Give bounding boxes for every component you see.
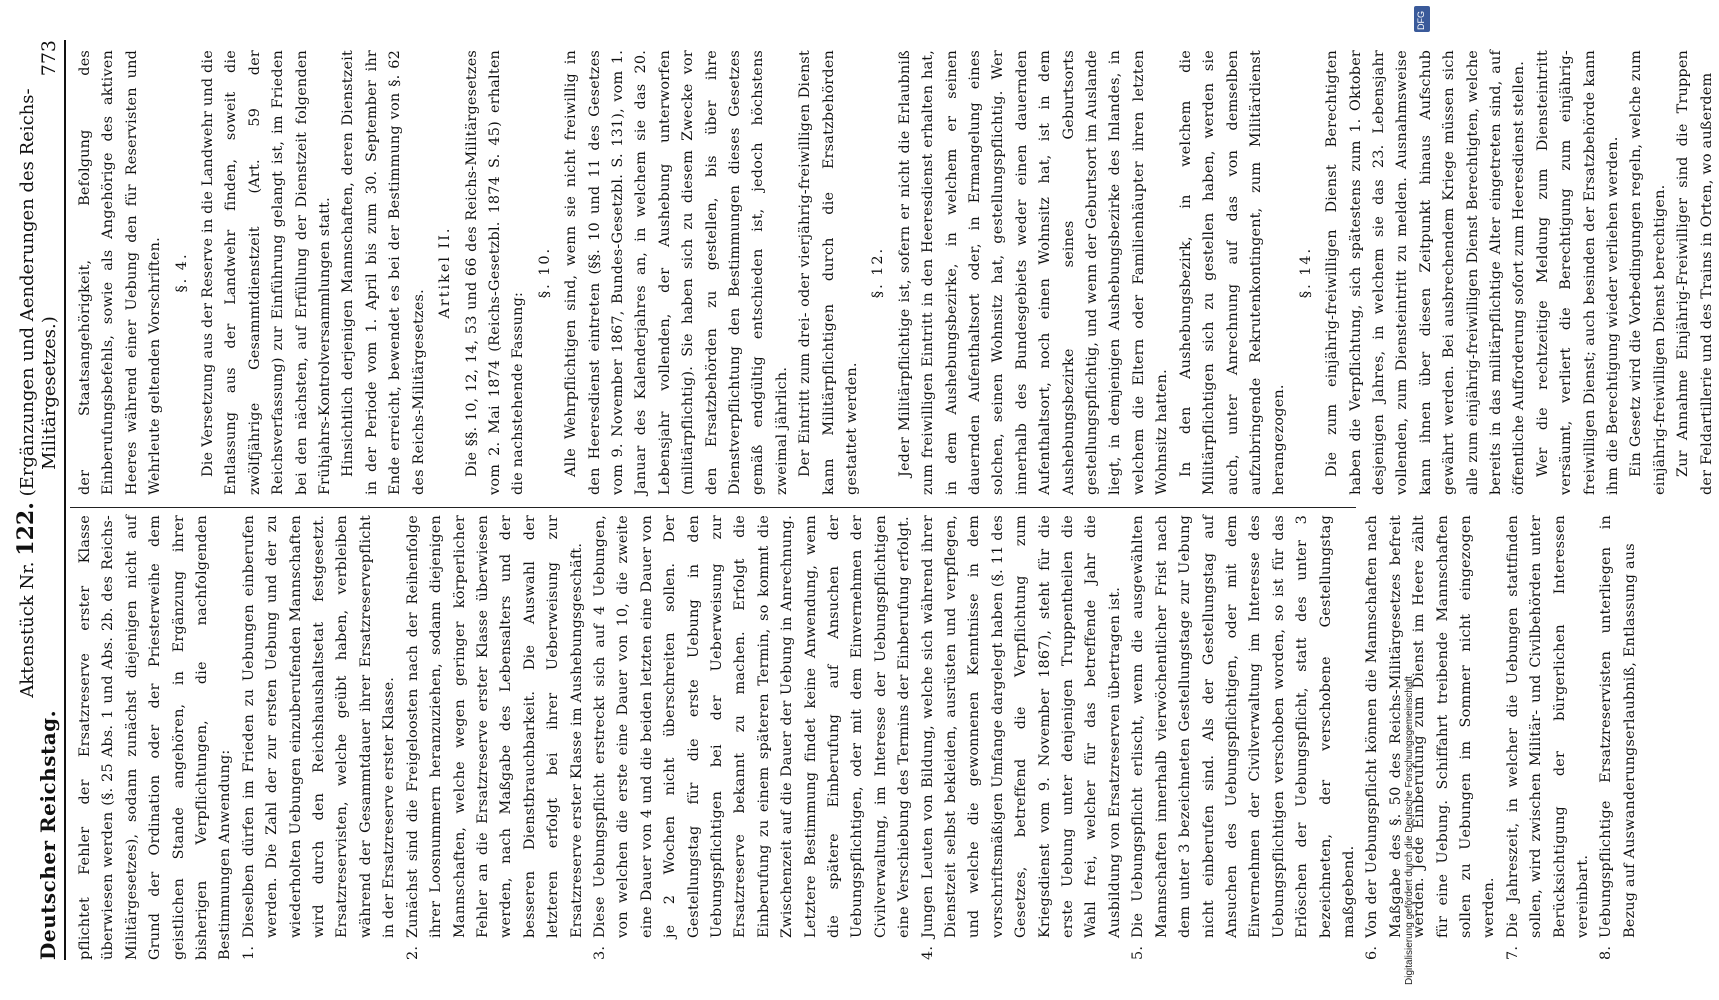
header-number: 122. [13, 502, 39, 556]
page-number: 773 [38, 40, 60, 77]
section-14-paragraph-1: Die zum einjährig-freiwilligen Dienst Berechtigten haben die Verpflichtung, sich spätestens zum 1. Oktober desjenigen Jahres, in welchem sie das 23. Lebensjahr vollenden, zum Diensteintritt zu melden. Ausnahmsweise kann ihnen über diesen Zeitpunkt hinaus Aufschub gewährt werden. Bei ausbrechendem Kriege müssen sich alle zum einjährig-freiwilligen Dienst Berechtigten, welche bereits in das militärpflichtige Alter eingetreten sind, auf öffentliche Aufforderung sofort zum Heeresdienst stellen. [1324, 50, 1528, 495]
article-heading: Artikel II. [437, 226, 454, 319]
column-divider [70, 507, 1356, 508]
section-heading-14: §. 14. [1297, 246, 1314, 299]
item-text: Jungen Leuten von Bildung, welche sich während ihrer Dienstzeit selbst bekleiden, ausrüsten und verpflegen, und welche die gewonnenen Kenntnisse in dem vorschriftsmäßigen Umfange dargelegt haben (§. 11 des Gesetzes, betreffend die Verpflichtung zum Kriegsdienst vom 9. November 1867), steht für die erste Uebung unter denjenigen Truppentheilen die Wahl frei, welcher für das betreffende Jahr die Ausbildung von Ersatzreserven übertragen ist. [919, 515, 1123, 938]
list-item [1127, 515, 1361, 960]
right-column [74, 50, 1719, 495]
list-item [1502, 515, 1596, 960]
page-header [13, 40, 66, 960]
digitization-note-text: Digitalisierung gefördert durch die Deutsche Forschungsgemeinschaft [1404, 675, 1415, 985]
section-12-paragraph-2: In den Aushebungsbezirk, in welchem die Militärpflichtigen sich zu gestellen haben, werden sie auch, unter Anrechnung auf das von demselben aufzubringende Rekrutenkontingent, zum Militärdienst herangezogen. [1177, 50, 1288, 495]
article-paragraph: Die §§. 10, 12, 14, 53 und 66 des Reichs-Militärgesetzes vom 2. Mai 1874 (Reichs-Gesetzbl. 1874 S. 45) erhalten die nachstehende Fassung: [463, 50, 527, 495]
item-number: 6. [1364, 945, 1381, 960]
section-4-paragraph-2: Hinsichtlich derjenigen Mannschaften, deren Dienstzeit in der Periode vom 1. April bis zum 30. September ihr Ende erreicht, bewendet es bei der Bestimmung von §. 62 des Reichs-Militärgesetzes. [340, 50, 427, 495]
item-number: 5. [1130, 945, 1147, 960]
item-text: Dieselben dürfen im Frieden zu Uebungen einberufen werden. Die Zahl der zur ersten Uebung und der zu wiederholten Uebungen einzuberufenden Mannschaften wird durch den Reichshaushaltsetat festgesetzt. Ersatzreservisten, welche geübt haben, verbleiben während der Gesammtdauer ihrer Ersatzreservepflicht in der Ersatzreserve erster Klasse. [240, 515, 398, 938]
section-10-paragraph-2: Der Eintritt zum drei- oder vierjährig-freiwilligen Dienst kann Militärpflichtigen durch die Ersatzbehörden gestattet werden. [797, 50, 860, 495]
list-item [1361, 515, 1501, 960]
right-intro: der Staatsangehörigkeit, Befolgung des Einberufungsbefehls, sowie als Angehörige des aktiven Heeres während einer Uebung den für Reservisten und Wehrleute geltenden Vorschriften. [77, 50, 164, 495]
left-intro: pflichtet Fehler der Ersatzreserve erster Klasse überwiesen werden (§. 25 Abs. 1 und Abs. 2b. des Reichs-Militärgesetzes), sodann zunächst diejenigen nicht auf Grund der Ordination oder der Priesterweihe dem geistlichen Stande angehören, in Ergänzung ihrer bisherigen Verpflichtungen, die nachfolgenden Bestimmungen Anwendung: [77, 515, 234, 960]
header-suffix: (Ergänzungen und Aenderungen des Reichs-Militärgesetzes.) [17, 88, 60, 497]
left-column [74, 515, 1642, 960]
section-heading-10: §. 10. [536, 246, 553, 299]
section-4-paragraph-1: Die Versetzung aus der Reserve in die Landwehr und die Entlassung aus der Landwehr finden, soweit die zwölfjährige Gesammtdienstzeit (Art. 59 der Reichsverfassung) zur Einführung gelangt ist, im Frieden bei den nächsten, auf Erfüllung der Dienstzeit folgenden Frühjahrs-Kontrolversammlungen statt. [200, 50, 334, 495]
section-12-paragraph-1: Jeder Militärpflichtige ist, sofern er nicht die Erlaubniß zum freiwilligen Eintritt in den Heeresdienst erhalten hat, in dem Aushebungsbezirke, in welchem er seinen dauernden Aufenthaltsort oder, in Ermangelung eines solchen, seinen Wohnsitz hat, gestellungspflichtig. Wer innerhalb des Bundesgebiets weder einen dauernden Aufenthaltsort, noch einen Wohnsitz hat, ist in dem Aushebungsbezirke seines Geburtsorts gestellungspflichtig, und wenn der Geburtsort im Auslande liegt, in demjenigen Aushebungsbezirke des Inlandes, in welchem die Eltern oder Familienhäupter ihren letzten Wohnsitz hatten. [896, 50, 1171, 495]
item-text: Von der Uebungspflicht können die Mannschaften nach Maßgabe des §. 50 des Reichs-Militärgesetzes befreit werden. Jede Einberufung zum Dienst im Heere zählt für eine Uebung. Schiffahrt treibende Mannschaften sollen zu Uebungen im Sommer nicht eingezogen werden. [1364, 515, 1498, 938]
section-14-paragraph-2: Wer die rechtzeitige Meldung zum Diensteintritt versäumt, verliert die Berechtigung zum einjährig-freiwilligen Dienst; auch besinden der Ersatzbehörde kann ihm die Berechtigung wieder verliehen werden. [1534, 50, 1621, 495]
list-item [238, 515, 402, 960]
item-text: Diese Uebungspflicht erstreckt sich auf 4 Uebungen, von welchen die erste eine Dauer von 10, die zweite eine Dauer von 4 und die beiden letzten eine Dauer von je 2 Wochen nicht überschreiten sollen. Der Gestellungstag für die erste Uebung in den Uebungspflichtigen bei der Ueberweisung zur Ersatzreserve bekannt zu machen. Erfolgt die Einberufung zu einem späteren Termin, so kommt die Zwischenzeit auf die Dauer der Uebung in Anrechnung. Letztere Bestimmung findet keine Anwendung, wenn die spätere Einberufung auf Ansuchen der Uebungspflichtigen, oder mit dem Einvernehmen der Civilverwaltung, im Interesse der Uebungspflichtigen eine Verschiebung des Termins der Einberufung erfolgt. [591, 515, 913, 938]
list-item [402, 515, 589, 960]
item-text: Zunächst sind die Freigeloosten nach der Reihenfolge ihrer Loosnummern heranzuziehen, sodann diejenigen Mannschaften, welche wegen geringer körperlicher Fehler an die Ersatzreserve erster Klasse überwiesen werden, nach Maßgabe des Lebensalters und der besseren Dienstbrauchbarkeit. Die Auswahl der letzteren erfolgt bei ihrer Ueberweisung zur Ersatzreserve erster Klasse im Aushebungsgeschäft. [404, 515, 585, 938]
header-center [13, 76, 60, 710]
dfg-logo: DFG [1414, 6, 1430, 32]
header-prefix: Aktenstück Nr. [17, 561, 38, 698]
header-left: Deutscher Reichstag. [36, 709, 60, 960]
section-10-paragraph-1: Alle Wehrpflichtigen sind, wenn sie nicht freiwillig in den Heeresdienst eintreten (§§. 10 und 11 des Gesetzes vom 9. November 1867, Bundes-Gesetzbl. S. 131), vom 1. Januar des Kalenderjahres an, in welchem sie das 20. Lebensjahr vollenden, der Aushebung unterworfen (militärpflichtig). Sie haben sich zu diesem Zwecke vor den Ersatzbehörden zu gestellen, bis über ihre Dienstverpflichtung den Bestimmungen dieses Gesetzes gemäß endgültig entschieden ist, jedoch höchstens zweimal jährlich. [563, 50, 790, 495]
item-number: 3. [591, 945, 608, 960]
item-number: 1. [240, 945, 257, 960]
list-item [1595, 515, 1642, 960]
item-number: 4. [919, 945, 936, 960]
section-14-paragraph-3: Ein Gesetz wird die Vorbedingungen regeln, welche zum einjährig-freiwilligen Dienst berechtigen. [1628, 50, 1668, 495]
item-text: Die Uebungspflicht erlischt, wenn die ausgewählten Mannschaften innerhalb vierwöchentlicher Frist nach dem unter 3 bezeichneten Gestellungstage zur Uebung nicht einberufen sind. Als der Gestellungstag auf Ansuchen des Uebungspflichtigen, oder mit dem Einvernehmen der Civilverwaltung im Interesse des Uebungspflichtigen verschoben worden, so ist für das Erlöschen der Uebungspflicht, statt des unter 3 bezeichneten, der verschobene Gestellungstag maßgebend. [1130, 515, 1357, 938]
section-heading-4: §. 4. [173, 252, 190, 293]
section-heading-12: §. 12. [870, 246, 887, 299]
item-text: Uebungspflichtige Ersatzreservisten unterliegen in Bezug auf Auswanderungserlaubniß, Entlassung aus [1598, 515, 1638, 938]
list-item [917, 515, 1128, 960]
list-item [589, 515, 917, 960]
item-text: Die Jahreszeit, in welcher die Uebungen stattfinden sollen, wird zwischen Militär- und Civilbehörden unter Berücksichtigung der bürgerlichen Interessen vereinbart. [1504, 515, 1591, 938]
item-number: 2. [404, 945, 421, 960]
item-number: 7. [1504, 945, 1521, 960]
section-14-paragraph-4: Zur Annahme Einjährig-Freiwilliger sind die Truppen der Feldartillerie und des Trains in Orten, wo außerdem [1675, 50, 1715, 495]
item-number: 8. [1598, 945, 1615, 960]
